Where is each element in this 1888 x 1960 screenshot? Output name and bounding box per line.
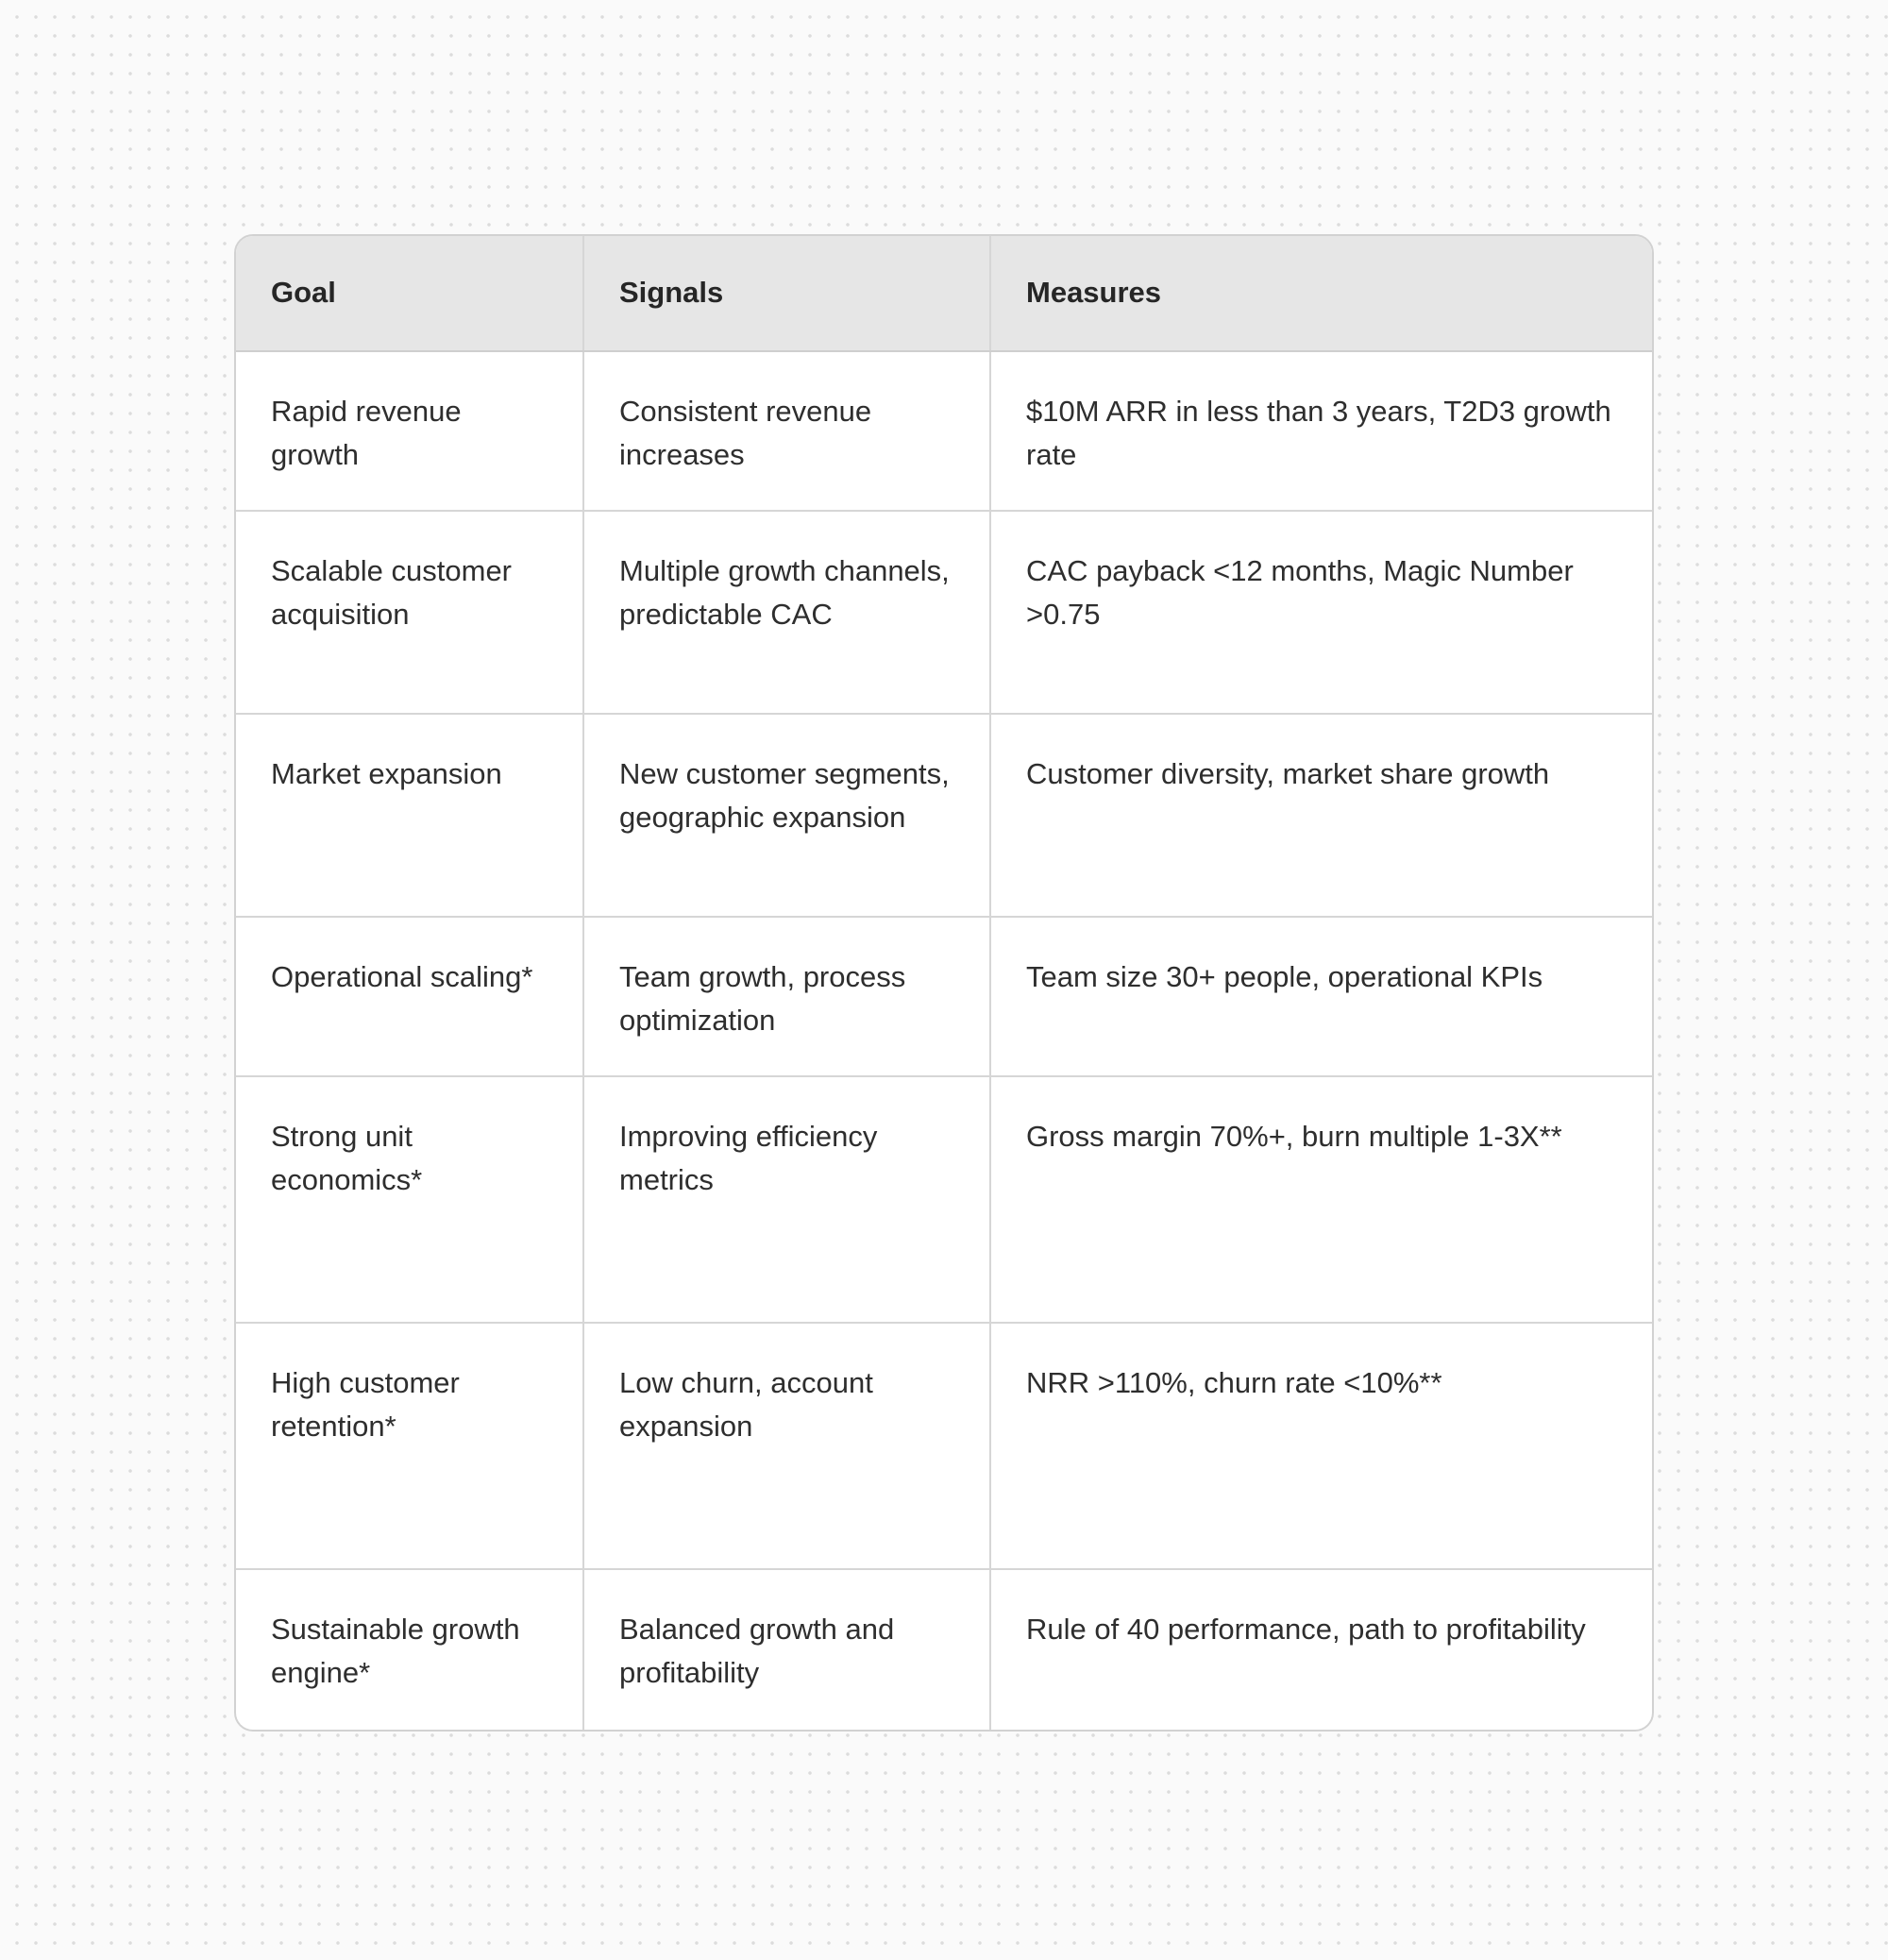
table-body: [236, 351, 1652, 1730]
table-row: [236, 1323, 1652, 1569]
cell-goal: Strong unit economics*: [236, 1076, 583, 1323]
cell-goal: Operational scaling*: [236, 917, 583, 1076]
cell-signals: Multiple growth channels, predictable CAC: [583, 511, 990, 714]
table-row: [236, 917, 1652, 1076]
cell-measures: $10M ARR in less than 3 years, T2D3 growth rate: [990, 351, 1652, 511]
table-row: [236, 511, 1652, 714]
cell-goal: Scalable customer acquisition: [236, 511, 583, 714]
cell-signals: Consistent revenue increases: [583, 351, 990, 511]
goals-table: [236, 236, 1652, 1730]
cell-measures: Rule of 40 performance, path to profitability: [1026, 1613, 1586, 1646]
table-row: [236, 351, 1652, 511]
cell-signals: Low churn, account expansion: [583, 1323, 990, 1569]
cell-measures: Gross margin 70%+, burn multiple 1-3X**: [990, 1076, 1652, 1323]
cell-signals: New customer segments, geographic expansion: [583, 714, 990, 917]
header-row: [236, 236, 1652, 351]
table-row: [236, 714, 1652, 917]
cell-goal: Market expansion: [236, 714, 583, 917]
cell-signals: Balanced growth and profitability: [583, 1569, 990, 1730]
cell-goal: Rapid revenue growth: [236, 351, 583, 511]
cell-measures: NRR >110%, churn rate <10%**: [990, 1323, 1652, 1569]
table-header: [236, 236, 1652, 351]
cell-goal: Sustainable growth engine*: [236, 1569, 583, 1730]
cell-signals: Improving efficiency metrics: [583, 1076, 990, 1323]
table-row: [236, 1569, 1652, 1730]
header-goal: Goal: [236, 236, 583, 351]
cell-measures: Team size 30+ people, operational KPIs: [990, 917, 1652, 1076]
cell-signals: Team growth, process optimization: [583, 917, 990, 1076]
header-measures: Measures: [990, 236, 1652, 351]
cell-measures: CAC payback <12 months, Magic Number >0.75: [990, 511, 1652, 714]
cell-measures: Customer diversity, market share growth: [990, 714, 1652, 917]
goals-table-card: [234, 234, 1654, 1732]
cell-goal: High customer retention*: [236, 1323, 583, 1569]
table-row: [236, 1076, 1652, 1323]
header-signals: Signals: [583, 236, 990, 351]
